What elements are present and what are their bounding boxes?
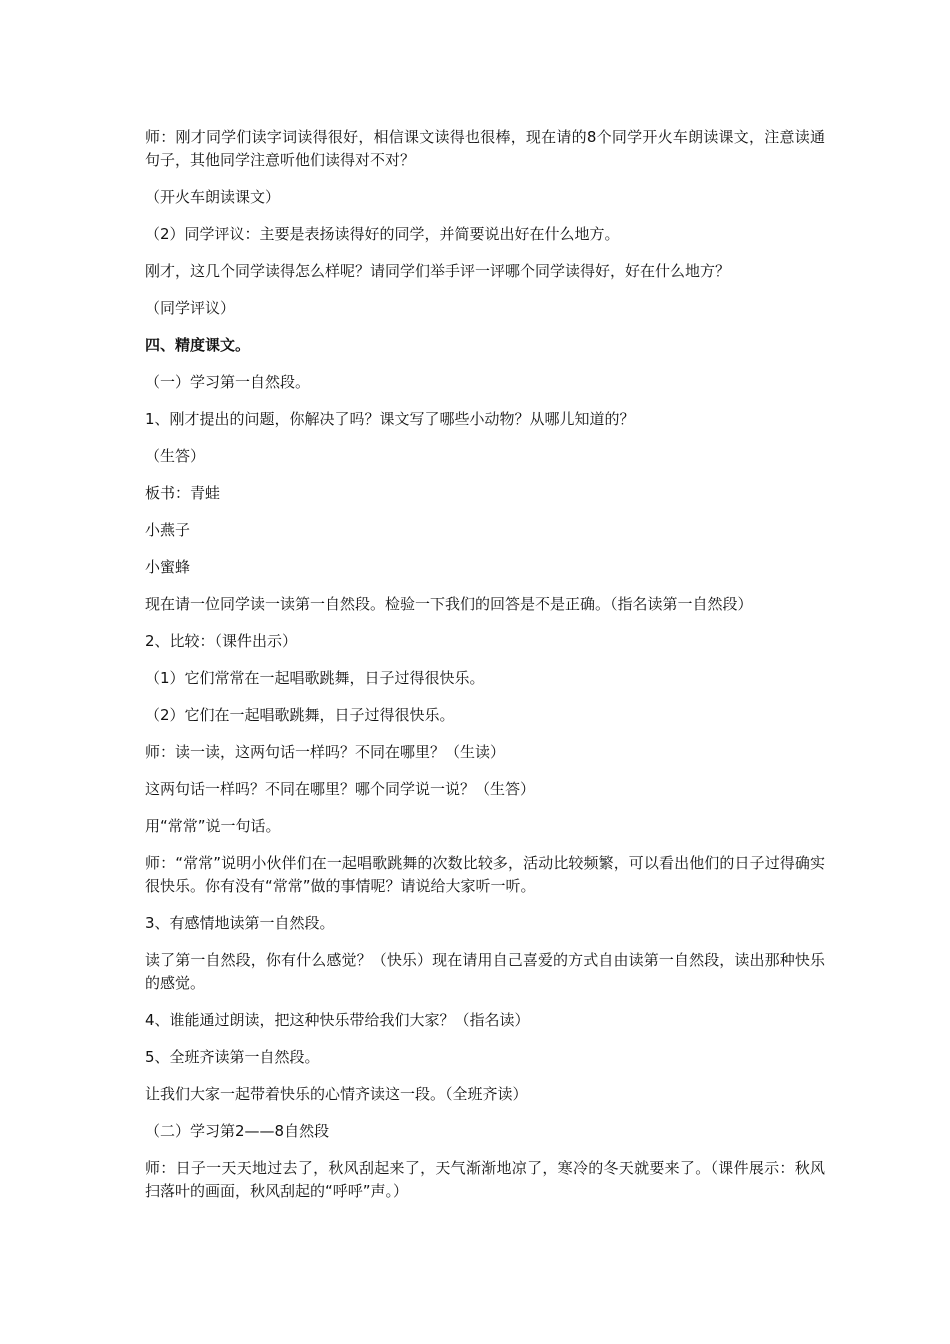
paragraph-question-1: 1、刚才提出的问题，你解决了吗？课文写了哪些小动物？从哪儿知道的？	[145, 410, 635, 428]
paragraph-sentence-2: （2）它们在一起唱歌跳舞，日子过得很快乐。	[145, 706, 455, 724]
paragraph-class-read: 5、全班齐读第一自然段。	[145, 1048, 320, 1066]
paragraph-sentence-1: （1）它们常常在一起唱歌跳舞，日子过得很快乐。	[145, 669, 485, 687]
subsection-heading-first-paragraph: （一）学习第一自然段。	[145, 373, 311, 391]
paragraph-compare: 2、比较：（课件出示）	[145, 632, 298, 650]
section-heading-close-reading: 四、精度课文。	[145, 336, 251, 354]
subsection-heading-paragraphs-2-8: （二）学习第2——8自然段	[145, 1122, 330, 1140]
paragraph-teacher-intro: 师：刚才同学们读字词读得很好，相信课文读得也很棒，现在请的8个同学开火车朗读课文，注意读通句子，其他同学注意听他们读得对不对？	[145, 128, 825, 169]
paragraph-often-explain: 师：“常常”说明小伙伴们在一起唱歌跳舞的次数比较多，活动比较频繁，可以看出他们的日子过得确实很快乐。你有没有“常常”做的事情呢？请说给大家听一听。	[145, 854, 825, 895]
paragraph-emotional-reading: 3、有感情地读第一自然段。	[145, 914, 335, 932]
paragraph-read-first: 现在请一位同学读一读第一自然段。检验一下我们的回答是不是正确。（指名读第一自然段）	[145, 595, 753, 613]
paragraph-who-can-read: 4、谁能通过朗读，把这种快乐带给我们大家？（指名读）	[145, 1011, 530, 1029]
paragraph-train-reading: （开火车朗读课文）	[145, 188, 281, 206]
document-page	[145, 126, 825, 1217]
paragraph-often-sentence: 用“常常”说一句话。	[145, 817, 281, 835]
paragraph-teacher-read: 师：读一读，这两句话一样吗？不同在哪里？（生读）	[145, 743, 506, 761]
paragraph-peer-review-note: （同学评议）	[145, 299, 236, 317]
paragraph-class-read-together: 让我们大家一起带着快乐的心情齐读这一段。（全班齐读）	[145, 1085, 528, 1103]
paragraph-autumn-wind: 师：日子一天天地过去了，秋风刮起来了，天气渐渐地凉了，寒冷的冬天就要来了。（课件展示：秋风扫落叶的画面，秋风刮起的“呼呼”声。）	[145, 1159, 825, 1200]
paragraph-feeling: 读了第一自然段，你有什么感觉？（快乐）现在请用自己喜爱的方式自由读第一自然段，读出那种快乐的感觉。	[145, 951, 825, 992]
paragraph-board-swallow: 小燕子	[145, 521, 191, 539]
paragraph-peer-review: （2）同学评议：主要是表扬读得好的同学，并简要说出好在什么地方。	[145, 225, 620, 243]
paragraph-board-bee: 小蜜蜂	[145, 558, 191, 576]
paragraph-board-frog: 板书：青蛙	[145, 484, 221, 502]
paragraph-same-question: 这两句话一样吗？不同在哪里？哪个同学说一说？（生答）	[145, 780, 536, 798]
paragraph-review-question: 刚才，这几个同学读得怎么样呢？请同学们举手评一评哪个同学读得好，好在什么地方？	[145, 262, 731, 280]
paragraph-student-answer: （生答）	[145, 447, 206, 465]
